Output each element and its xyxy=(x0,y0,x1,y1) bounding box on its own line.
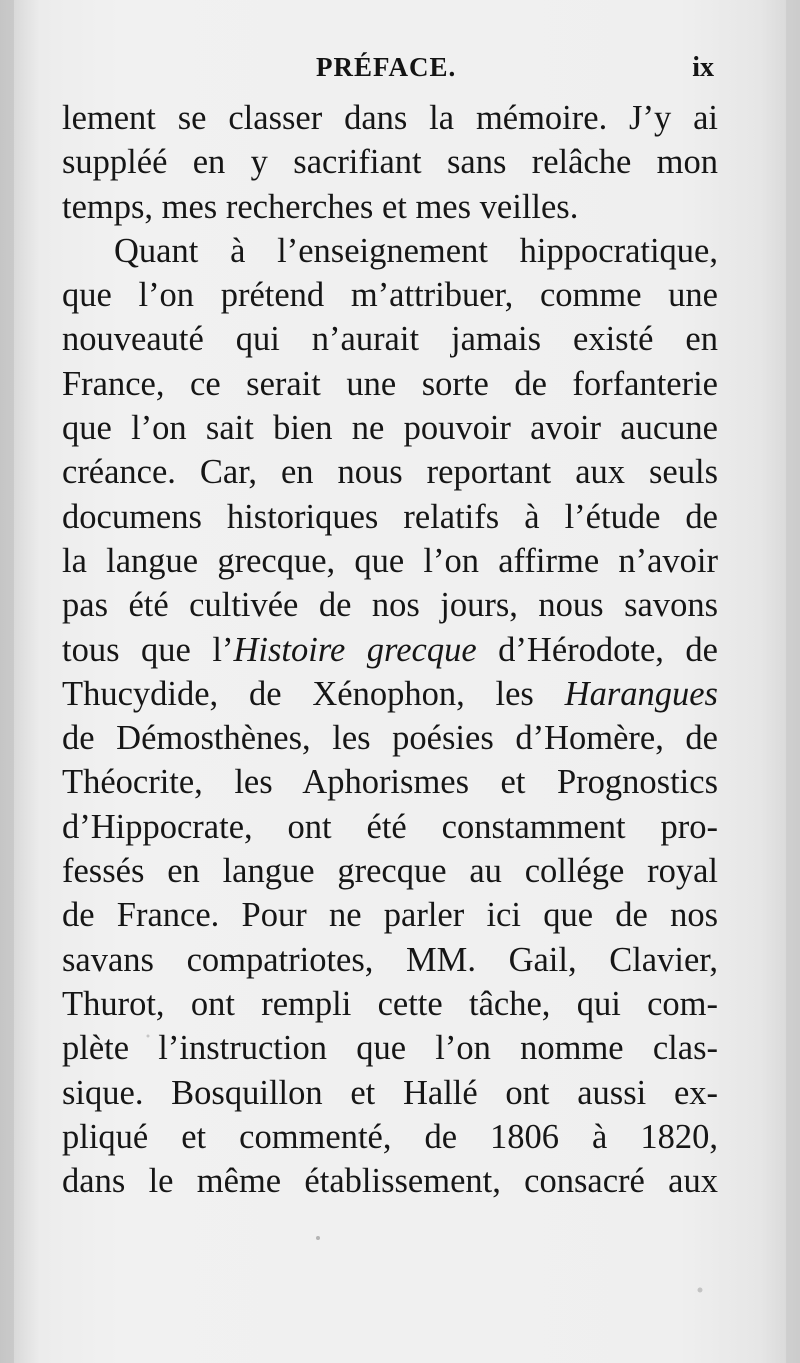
text-line: pliqué et commenté, de 1806 à 1820, xyxy=(62,1117,718,1156)
text-line: que l’on sait bien ne pouvoir avoir aucune xyxy=(62,409,718,448)
body-text xyxy=(62,96,718,1203)
text-line: nouveauté qui n’aurait jamais existé en xyxy=(62,320,718,359)
text-line: la langue grecque, que l’on affirme n’avoir xyxy=(62,541,718,580)
page-header xyxy=(0,52,800,92)
text-line: d’Hippocrate, ont été constamment pro- xyxy=(62,807,718,846)
page-number: ix xyxy=(692,52,714,83)
italic-title: Histoire grecque xyxy=(233,630,477,669)
text-line: temps, mes recherches et mes veilles. xyxy=(62,187,579,226)
text-line: lement se classer dans la mémoire. J’y ai xyxy=(62,99,718,137)
text-line: Thurot, ont rempli cette tâche, qui com- xyxy=(62,984,718,1023)
text-line: France, ce serait une sorte de forfanterie xyxy=(62,364,718,403)
text-line: Théocrite, les Aphorismes et Prognostics xyxy=(62,763,718,802)
text-line: savans compatriotes, MM. Gail, Clavier, xyxy=(62,940,718,979)
text-line: créance. Car, en nous reportant aux seuls xyxy=(62,453,718,492)
text-line-with-italic: Thucydide, de Xénophon, les Harangues xyxy=(62,674,718,713)
running-title: PRÉFACE. xyxy=(316,52,457,82)
text-line: suppléé en y sacrifiant sans relâche mon xyxy=(62,143,718,182)
text-line: dans le même établissement, consacré aux xyxy=(62,1162,718,1201)
text-line: fessés en langue grecque au collége royal xyxy=(62,852,718,891)
text-line-with-italic: tous que l’Histoire grecque d’Hérodote, de xyxy=(62,630,718,669)
paragraph-start-line: Quant à l’enseignement hippocratique, xyxy=(114,231,718,270)
text-line: plète l’instruction que l’on nomme clas- xyxy=(62,1029,718,1068)
italic-title: Harangues xyxy=(564,674,718,713)
text-line: que l’on prétend m’attribuer, comme une xyxy=(62,276,718,315)
text-line: documens historiques relatifs à l’étude de xyxy=(62,497,718,536)
text-line: de France. Pour ne parler ici que de nos xyxy=(62,896,718,935)
text-line: sique. Bosquillon et Hallé ont aussi ex- xyxy=(62,1073,718,1112)
text-line: de Démosthènes, les poésies d’Homère, de xyxy=(62,719,718,758)
text-line: pas été cultivée de nos jours, nous savons xyxy=(62,586,718,625)
